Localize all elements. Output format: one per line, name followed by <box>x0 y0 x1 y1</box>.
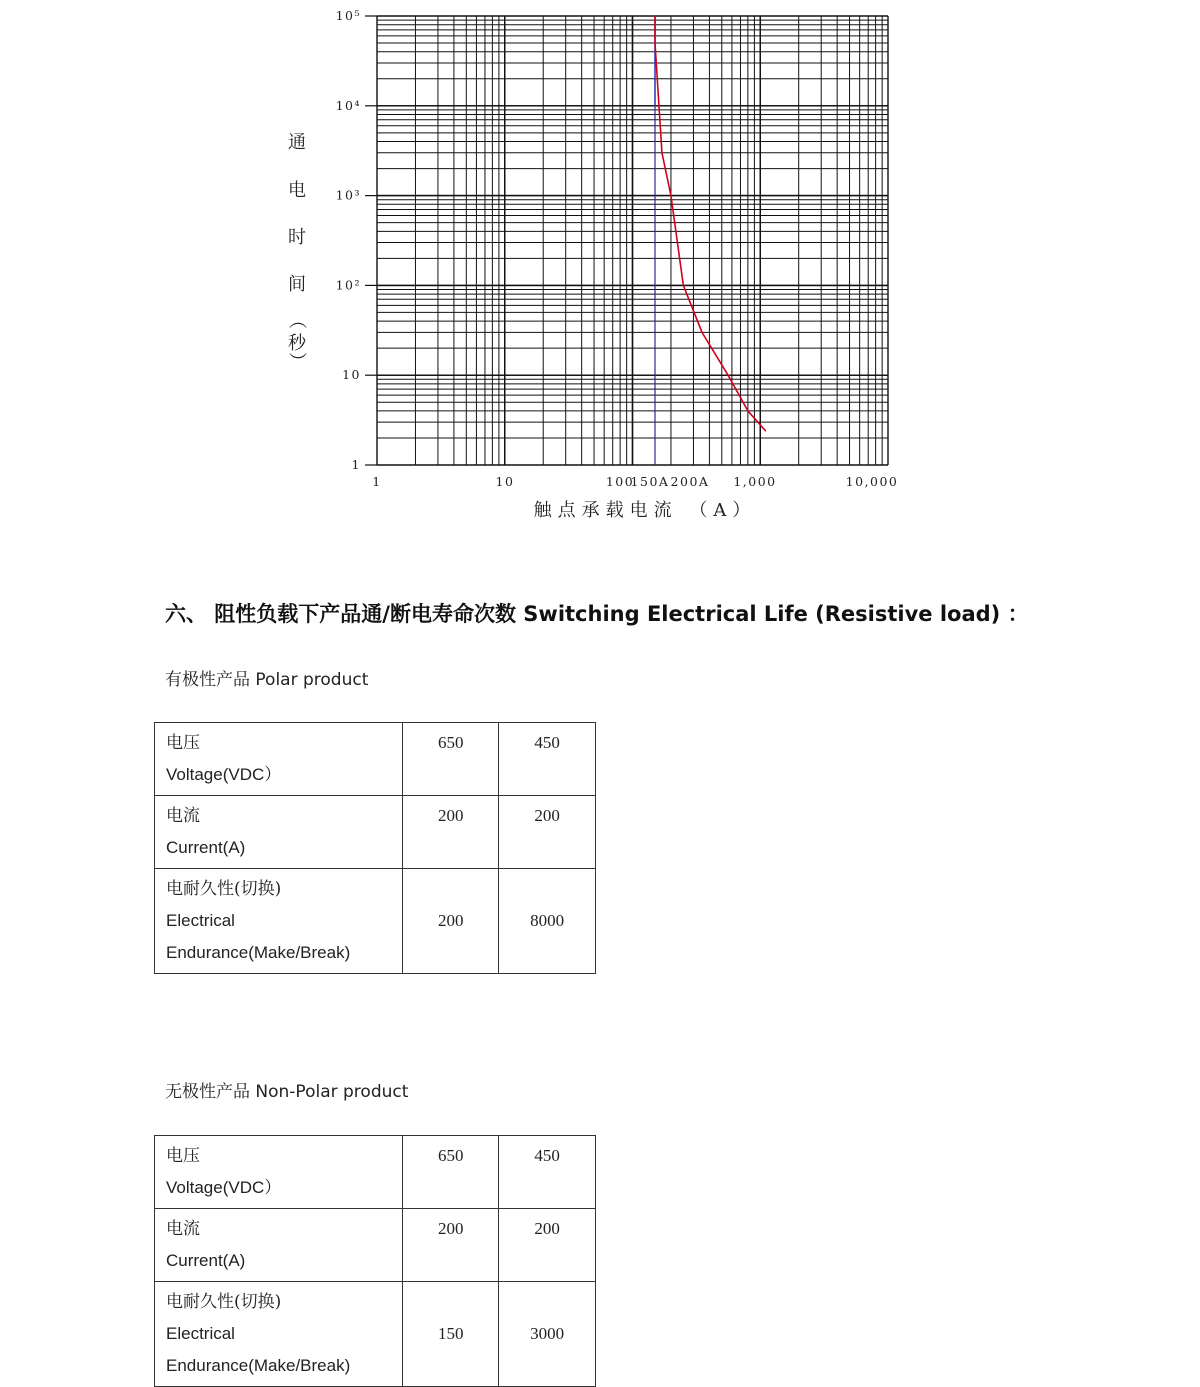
x-tick-label: 150A <box>630 474 670 489</box>
current-label-en: Current(A) <box>166 838 246 857</box>
nonpolar-product-title: 无极性产品 Non-Polar product <box>165 1082 409 1102</box>
voltage-label-en: Voltage(VDC） <box>166 1178 282 1197</box>
curve-point <box>683 285 684 286</box>
y-label-char: 秒 <box>288 333 306 354</box>
curve-point <box>747 410 748 411</box>
table-row <box>155 1136 596 1209</box>
table-row <box>155 796 596 869</box>
y-label-char: 通 <box>288 132 306 153</box>
curve-point <box>701 332 702 333</box>
x-tick-label: 1,000 <box>733 474 777 489</box>
endurance-label-en: Electrical <box>166 1324 235 1343</box>
endurance-label-zh: 电耐久性(切换) <box>166 1292 282 1312</box>
life-curve-chart <box>0 0 1200 560</box>
endurance-label-en2: Endurance(Make/Break) <box>166 943 351 962</box>
table-row <box>155 1209 596 1282</box>
table-cell: 3000 <box>499 1282 596 1387</box>
current-label-zh: 电流 <box>166 806 200 826</box>
life-curve-line <box>655 16 766 431</box>
table-cell: 450 <box>499 723 596 796</box>
y-tick-label: 10⁵ <box>335 8 361 23</box>
curve-point <box>654 42 655 43</box>
y-label-char: 间 <box>288 274 306 295</box>
curve-point <box>765 430 766 431</box>
table-cell: 200 <box>403 1209 499 1282</box>
voltage-label-zh: 电压 <box>166 733 200 753</box>
table-cell: 200 <box>499 1209 596 1282</box>
table-cell: 150 <box>403 1282 499 1387</box>
y-label-char: ） <box>286 352 307 370</box>
table-cell: 8000 <box>499 869 596 974</box>
polar-product-title: 有极性产品 Polar product <box>165 670 369 690</box>
x-axis-label: 触点承载电流 （A） <box>533 500 757 521</box>
x-tick-label: 10 <box>495 474 515 489</box>
y-tick-label: 10⁴ <box>335 97 361 113</box>
table-cell: 450 <box>499 1136 596 1209</box>
voltage-label-en: Voltage(VDC） <box>166 765 282 784</box>
y-label-char: 电 <box>288 180 306 201</box>
curve-point <box>654 15 655 16</box>
curve-point <box>670 195 671 196</box>
current-label-en: Current(A) <box>166 1251 246 1270</box>
x-tick-label: 1 <box>372 474 382 489</box>
endurance-label-en: Electrical <box>166 911 235 930</box>
y-tick-label: 1 <box>351 457 361 472</box>
table-cell: 200 <box>403 869 499 974</box>
curve-point <box>727 375 728 376</box>
endurance-label-en2: Endurance(Make/Break) <box>166 1356 351 1375</box>
table-row <box>155 1282 596 1387</box>
curve-point <box>661 152 662 153</box>
polar-spec-table <box>154 722 596 974</box>
x-tick-label: 100 <box>605 474 635 489</box>
x-tick-label: 10,000 <box>845 474 899 489</box>
y-tick-label: 10² <box>335 277 361 293</box>
y-tick-label: 10³ <box>335 187 361 203</box>
y-axis-label <box>286 132 307 370</box>
y-label-char: （ <box>286 311 307 329</box>
chart-ticks <box>336 8 899 489</box>
y-tick-label: 10 <box>342 367 361 383</box>
chart-grid <box>377 16 888 465</box>
nonpolar-spec-table <box>154 1135 596 1387</box>
endurance-label-zh: 电耐久性(切换) <box>166 879 282 899</box>
table-cell: 650 <box>403 1136 499 1209</box>
table-row <box>155 869 596 974</box>
current-label-zh: 电流 <box>166 1219 200 1239</box>
x-tick-label: 200A <box>670 474 710 489</box>
table-row <box>155 723 596 796</box>
voltage-label-zh: 电压 <box>166 1146 200 1166</box>
section-title: 六、 阻性负载下产品通/断电寿命次数 Switching Electrical Life (Resistive load) ： <box>165 602 1029 626</box>
table-cell: 650 <box>403 723 499 796</box>
table-cell: 200 <box>403 796 499 869</box>
y-label-char: 时 <box>288 227 306 248</box>
table-cell: 200 <box>499 796 596 869</box>
